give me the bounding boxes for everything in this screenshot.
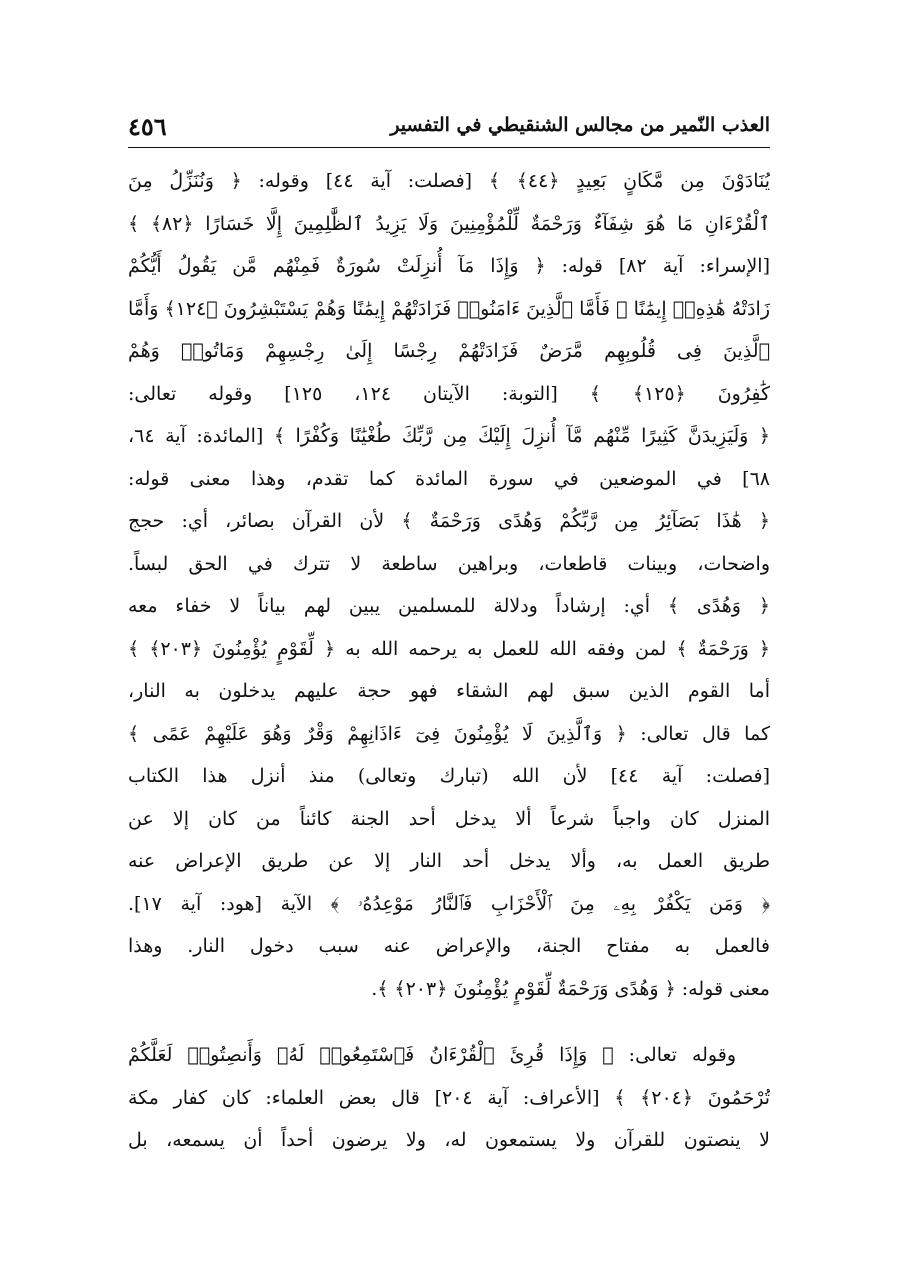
text-line: المنزل كان واجباً شرعاً ألا يدخل أحد الجنة كائناً من كان إلا عن (128, 807, 770, 830)
text-line: تُرْحَمُونَ ﴿٢٠٤﴾ ﴾ [الأعراف: آية ٢٠٤] قال بعض العلماء: كان كفار مكة (128, 1086, 770, 1109)
text-line: كما قال تعالى: ﴿ وَٱلَّذِينَ لَا يُؤْمِنُونَ فِىٓ ءَاذَانِهِمْ وَقْرٌ وَهُوَ عَلَيْهِمْ عَمًى ﴾ (128, 722, 770, 745)
text-line: واضحات، وبينات قاطعات، وبراهين ساطعة لا تترك في الحق لبساً. (128, 552, 770, 575)
text-line: معنى قوله: ﴿ وَهُدًى وَرَحْمَةٌ لِّقَوْمٍ يُؤْمِنُونَ ﴿٢٠٣﴾ ﴾. (371, 977, 770, 1000)
text-line: وقوله تعالى: ﴿ وَإِذَا قُرِئَ ٱلْقُرْءَانُ فَٱسْتَمِعُوا۟ لَهُۥ وَأَنصِتُوا۟ لَعَلَّكُمْ (128, 1044, 736, 1066)
text-line: ﴿ هَٰذَا بَصَآئِرُ مِن رَّبِّكُمْ وَهُدًى وَرَحْمَةٌ ﴾ لأن القرآن بصائر، أي: حجج (128, 510, 770, 532)
paragraph-gap (128, 1010, 770, 1034)
running-title: العذب النّمير من مجالس الشنقيطي في التفسير (390, 114, 770, 136)
body-text (128, 160, 770, 1162)
text-line: يُنَادَوْنَ مِن مَّكَانٍ بَعِيدٍ ﴿٤٤﴾ ﴾ [فصلت: آية ٤٤] وقوله: ﴿ وَنُنَزِّلُ مِنَ (128, 170, 770, 192)
text-line: ٦٨] في الموضعين في سورة المائدة كما تقدم، وهذا معنى قوله: (128, 467, 770, 490)
text-line: طريق العمل به، وألا يدخل أحد النار إلا عن طريق الإعراض عنه (128, 850, 770, 872)
text-line: ٱلَّذِينَ فِى قُلُوبِهِم مَّرَضٌ فَزَادَتْهُمْ رِجْسًا إِلَىٰ رِجْسِهِمْ وَمَاتُوا۟ وَهُمْ (128, 340, 770, 362)
page-number: ٤٥٦ (128, 112, 167, 141)
text-line: فالعمل به مفتاح الجنة، والإعراض عنه سبب دخول النار. وهذا (128, 935, 770, 957)
text-line: ﴿ وَهُدًى ﴾ أي: إرشاداً ودلالة للمسلمين يبين لهم بياناً لا خفاء معه (128, 595, 770, 617)
text-line: كَٰفِرُونَ ﴿١٢٥﴾ ﴾ [التوبة: الآيتان ١٢٤، ١٢٥] وقوله تعالى: (128, 382, 770, 405)
text-line: ٱلْقُرْءَانِ مَا هُوَ شِفَآءٌ وَرَحْمَةٌ لِّلْمُؤْمِنِينَ وَلَا يَزِيدُ ٱلظَّٰلِمِينَ إِلَّا خَسَارًا ﴿٨٢﴾ ﴾ (128, 212, 770, 235)
header-rule (128, 147, 770, 148)
text-line: ﴿ وَمَن يَكْفُرْ بِهِۦ مِنَ ٱلْأَحْزَابِ فَٱلنَّارُ مَوْعِدُهُۥ ﴾ الآية [هود: آية ١٧]. (128, 892, 770, 915)
text-line: زَادَتْهُ هَٰذِهِۦٓ إِيمَٰنًا ۚ فَأَمَّا ٱلَّذِينَ ءَامَنُوا۟ فَزَادَتْهُمْ إِيمَٰنًا وَهُمْ يَسْتَبْشِرُونَ ﴿١٢٤﴾ وَأَمَّا (128, 297, 770, 320)
text-line: [الإسراء: آية ٨٢] قوله: ﴿ وَإِذَا مَآ أُنزِلَتْ سُورَةٌ فَمِنْهُم مَّن يَقُولُ أَيُّكُمْ (128, 255, 770, 277)
text-line: ﴿ وَلَيَزِيدَنَّ كَثِيرًا مِّنْهُم مَّآ أُنزِلَ إِلَيْكَ مِن رَّبِّكَ طُغْيَٰنًا وَكُفْرًا ﴾ [المائدة: آية ٦٤، (128, 425, 770, 447)
page-header (128, 108, 770, 148)
text-line: [فصلت: آية ٤٤] لأن الله (تبارك وتعالى) منذ أنزل هذا الكتاب (128, 765, 770, 787)
text-line: ﴿ وَرَحْمَةٌ ﴾ لمن وفقه الله للعمل به يرحمه الله به ﴿ لِّقَوْمٍ يُؤْمِنُونَ ﴿٢٠٣﴾ ﴾ (128, 637, 770, 660)
text-line: لا ينصتون للقرآن ولا يستمعون له، ولا يرضون أحداً أن يسمعه، بل (128, 1129, 770, 1151)
text-line: أما القوم الذين سبق لهم الشقاء فهو حجة عليهم يدخلون به النار، (128, 680, 770, 702)
